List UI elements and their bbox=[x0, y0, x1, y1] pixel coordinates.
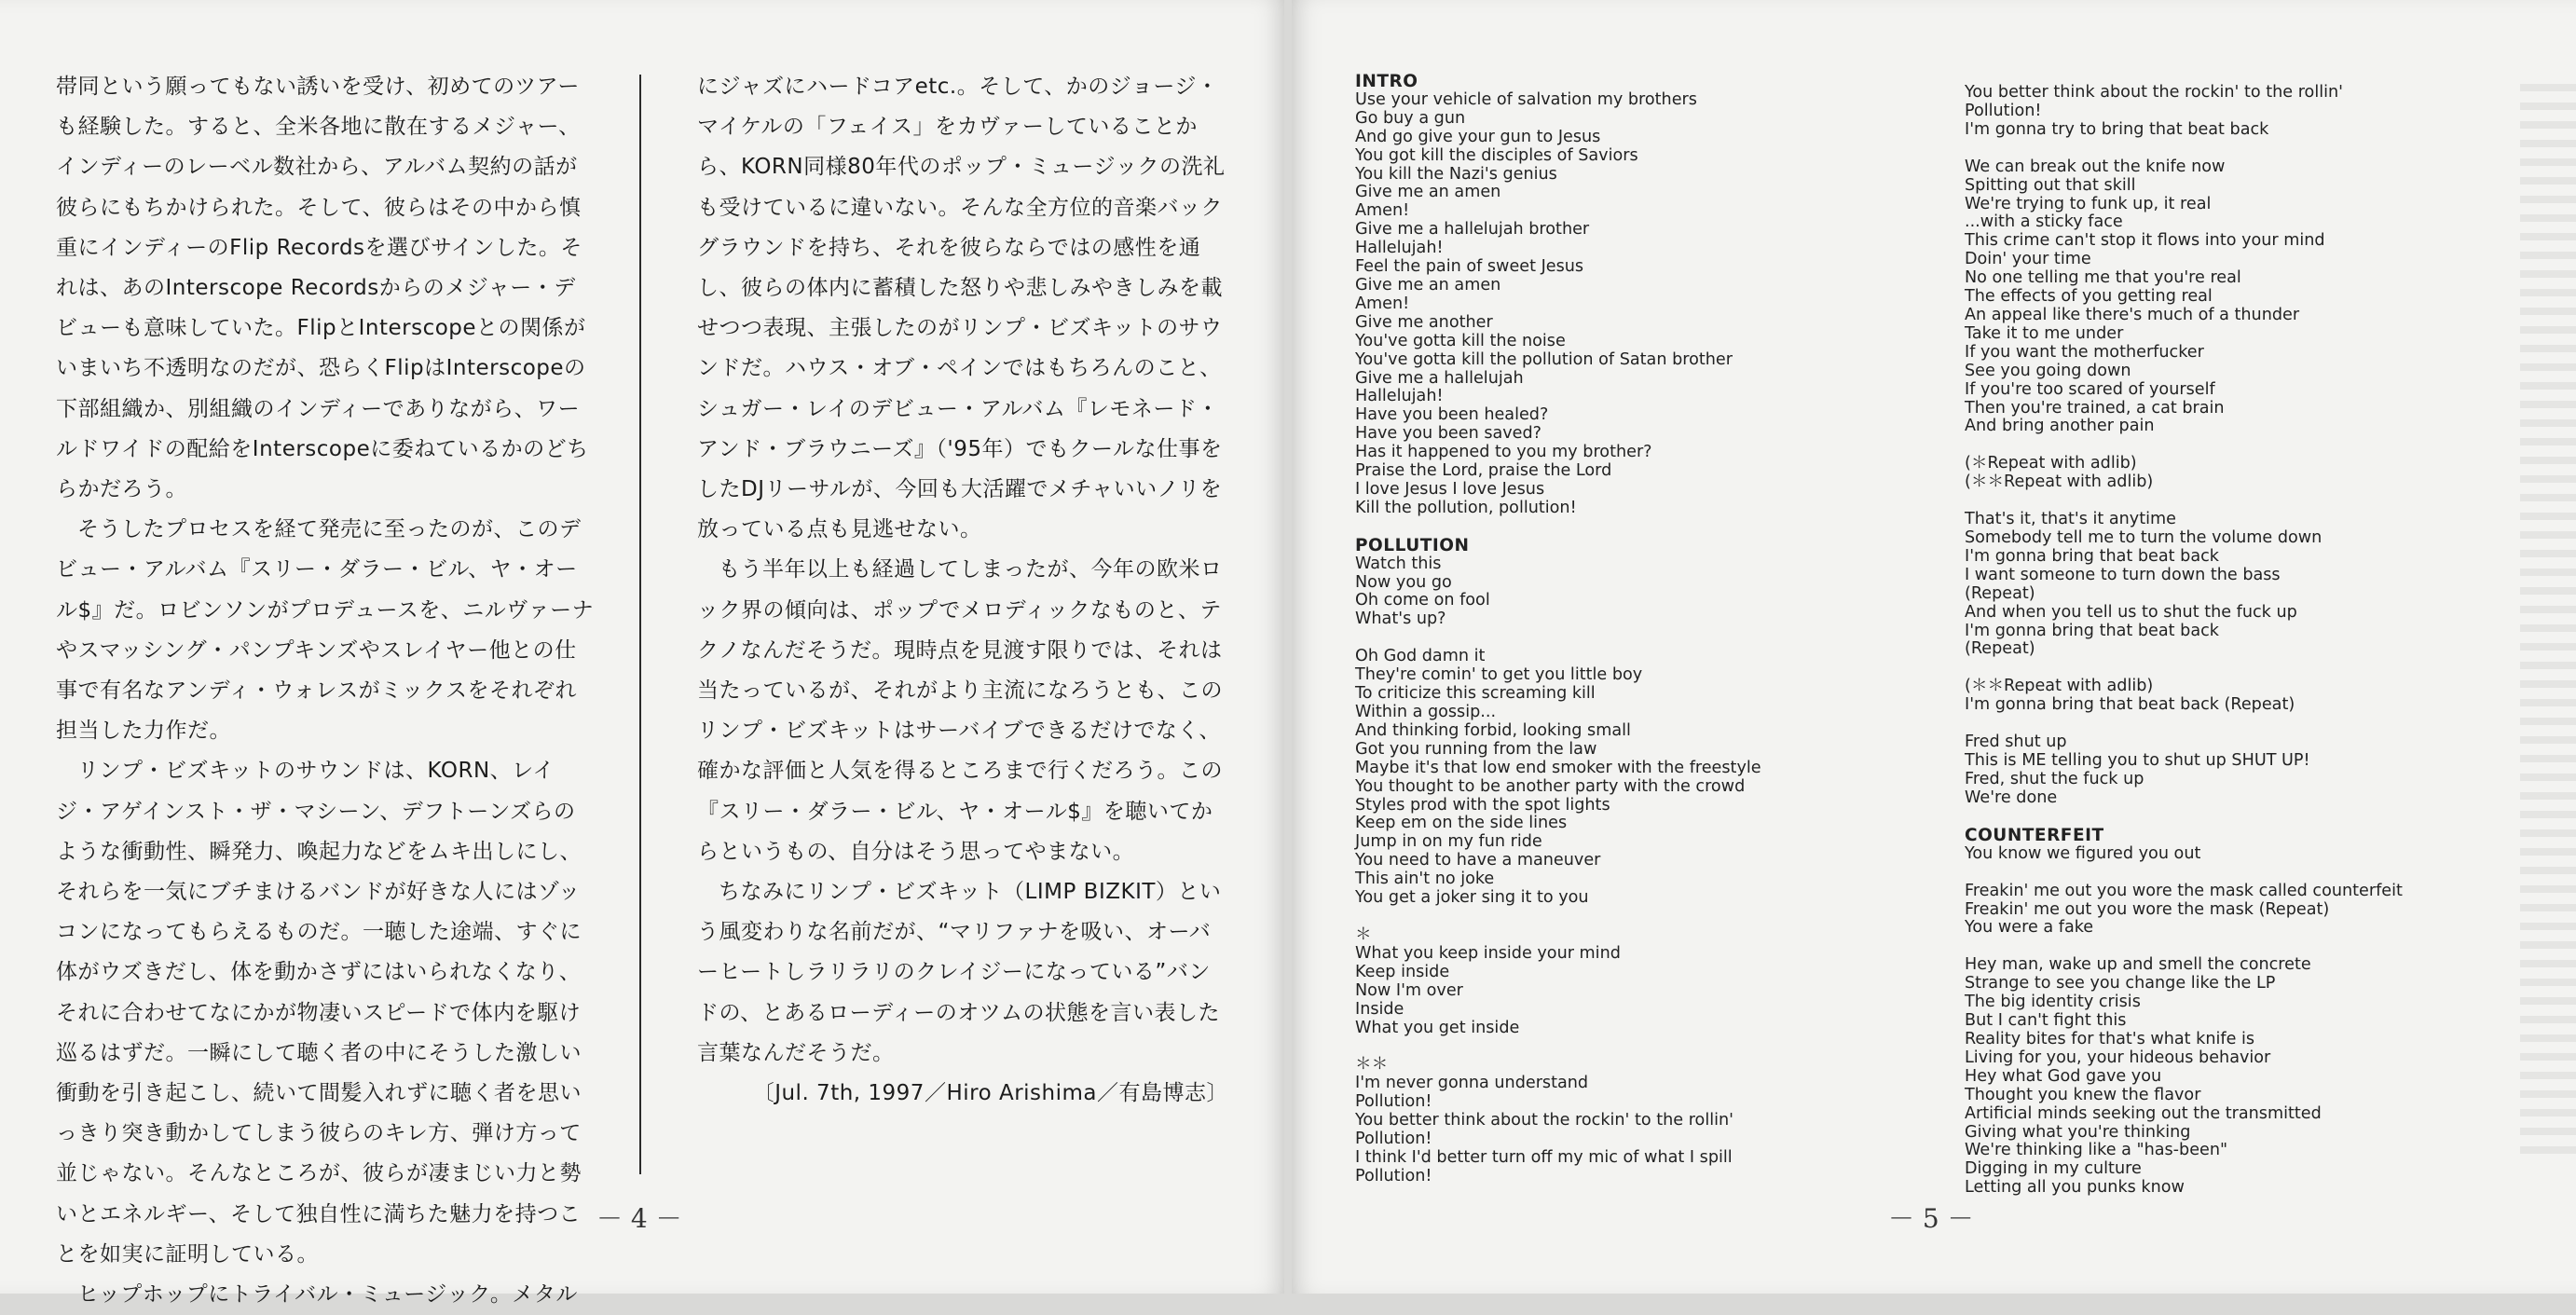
lyric-line: Giving what you're thinking bbox=[1965, 1122, 2191, 1142]
song-title: POLLUTION bbox=[1355, 535, 1470, 555]
lyric-line: Jump in on my fun ride bbox=[1355, 832, 1542, 852]
lyric-line: Fred, shut the fuck up bbox=[1965, 770, 2144, 788]
paragraph: そうしたプロセスを経て発売に至ったのが、このデビュー・アルバム『スリー・ダラー・ビル、ヤ・オール$』だ。ロビンソンがプロデュースを、ニルヴァーナやスマッシング・パンプキンズやスレイヤー他との仕事で有名なアンディ・ウォレスがミックスをそれぞれ担当した力作だ。 bbox=[56, 517, 595, 744]
lyric-line: Now you go bbox=[1355, 572, 1452, 592]
right-page bbox=[1292, 0, 2576, 1294]
lyric-line: Have you been healed? bbox=[1355, 405, 1549, 425]
lyric-line: (Repeat) bbox=[1965, 583, 2035, 603]
lyric-line: This crime can't stop it flows into your mind bbox=[1965, 231, 2325, 251]
paragraph: リンプ・ビズキットのサウンドは、KORN、レイジ・アゲインスト・ザ・マシーン、デフトーンズらのような衝動性、瞬発力、喚起力などをムキ出しにし、それらを一気にブチまけるバンドが好きな人にはゾッコンになってもらえるものだ。一聴した途端、すぐに体がウズきだし、体を動かさずにはいられなくなり、それに合わせてなにかが物凄いスピードで体内を駆け巡るはずだ。一瞬にして聴く者の中にそうした激しい衝動を引き起こし、続いて間髪入れずに聴く者を思いっきり突き動かしてしまう彼らのキレ方、弾け方って並じゃない。そんなところが、彼らが凄まじい力と勢いとエネルギー、そして独自性に満ちた魅力を持つことを如実に証明している。 bbox=[56, 759, 582, 1267]
bleed-through-edge bbox=[2520, 84, 2576, 1156]
lyric-line: Give me a hallelujah bbox=[1355, 368, 1524, 388]
lyrics-column-a bbox=[1355, 73, 1840, 1186]
left-column-2 bbox=[697, 67, 1228, 1114]
stanza-gap bbox=[1965, 140, 2487, 158]
signature: 〔Jul. 7th, 1997／Hiro Arishima／有島博志〕 bbox=[752, 1081, 1228, 1106]
lyric-line: I want someone to turn down the bass bbox=[1965, 565, 2281, 584]
lyric-line: Living for you, your hideous behavior bbox=[1965, 1048, 2271, 1067]
lyric-line: Hey man, wake up and smell the concrete bbox=[1965, 955, 2311, 975]
lyric-line: Praise the Lord, praise the Lord bbox=[1355, 461, 1612, 481]
stanza-gap bbox=[1355, 1037, 1840, 1056]
lyric-line: What you get inside bbox=[1355, 1018, 1520, 1037]
lyric-line: Give me an amen bbox=[1355, 183, 1501, 202]
lyric-line: We're trying to funk up, it real bbox=[1965, 194, 2212, 213]
lyric-line: If you want the motherfucker bbox=[1965, 342, 2204, 362]
stanza-gap bbox=[1355, 629, 1840, 648]
stanza-gap bbox=[1965, 864, 2487, 883]
column-divider bbox=[639, 75, 641, 1174]
lyric-line: Pollution! bbox=[1355, 1130, 1432, 1149]
lyric-line: See you going down bbox=[1965, 361, 2131, 380]
lyric-line: You got kill the disciples of Saviors bbox=[1355, 145, 1638, 165]
lyric-line: Reality bites for that's what knife is bbox=[1965, 1029, 2255, 1048]
lyric-line: But I can't fight this bbox=[1965, 1011, 2127, 1031]
stanza-gap bbox=[1965, 436, 2487, 455]
lyric-line: An appeal like there's much of a thunder bbox=[1965, 305, 2300, 324]
stanza-gap bbox=[1965, 808, 2487, 827]
lyric-line: Keep em on the side lines bbox=[1355, 814, 1568, 833]
paragraph: ちなみにリンプ・ビズキット（LIMP BIZKIT）という風変わりな名前だが、“マリファナを吸い、オーバーヒートしラリラリのクレイジーになっている”バンドの、とあるローディーのオツムの状態を言い表した言葉なんだそうだ。 bbox=[697, 880, 1222, 1065]
lyric-line: Go buy a gun bbox=[1355, 108, 1466, 128]
lyric-line: Hallelujah! bbox=[1355, 239, 1444, 258]
lyric-line: Thought you knew the flavor bbox=[1965, 1085, 2201, 1104]
lyric-line: Amen! bbox=[1355, 201, 1410, 221]
lyric-line: Styles prod with the spot lights bbox=[1355, 795, 1610, 815]
lyric-line: Got you running from the law bbox=[1355, 739, 1597, 759]
lyric-line: I love Jesus I love Jesus bbox=[1355, 479, 1545, 499]
song-title: COUNTERFEIT bbox=[1965, 825, 2104, 845]
lyric-line: And go give your gun to Jesus bbox=[1355, 127, 1601, 146]
lyric-line: We can break out the knife now bbox=[1965, 157, 2226, 176]
lyric-line: Give me an amen bbox=[1355, 275, 1501, 295]
stanza-gap bbox=[1965, 715, 2487, 733]
lyric-line: I'm gonna try to bring that beat back bbox=[1965, 119, 2269, 139]
lyric-line: You were a fake bbox=[1965, 918, 2094, 938]
lyric-line: Within a gossip... bbox=[1355, 703, 1497, 721]
lyric-line: Has it happened to you my brother? bbox=[1355, 443, 1652, 462]
paragraph: もう半年以上も経過してしまったが、今年の欧米ロック界の傾向は、ポップでメロディックなものと、テクノなんだそうだ。現時点を見渡す限りでは、それは当たっているが、それがより主流になろうとも、このリンプ・ビズキットはサーバイブできるだけでなく、確かな評価と人気を得るところまで行くだろう。この『スリー・ダラー・ビル、ヤ・オール$』を聴いてからというもの、自分はそう思ってやまない。 bbox=[697, 557, 1223, 864]
lyric-line: (Repeat) bbox=[1965, 639, 2035, 659]
stanza-gap bbox=[1965, 938, 2487, 956]
lyric-line: You've gotta kill the pollution of Satan brother bbox=[1355, 349, 1733, 369]
stanza-gap bbox=[1965, 659, 2487, 678]
lyric-line: (＊＊Repeat with adlib) bbox=[1965, 473, 2154, 492]
lyric-line: Pollution! bbox=[1355, 1092, 1432, 1112]
lyric-line: Amen! bbox=[1355, 294, 1410, 313]
lyric-line: I'm gonna bring that beat back bbox=[1965, 546, 2219, 566]
lyric-line: I'm gonna bring that beat back bbox=[1965, 621, 2219, 640]
lyric-line: You've gotta kill the noise bbox=[1355, 331, 1566, 350]
stanza-gap bbox=[1965, 492, 2487, 511]
lyric-line: And thinking forbid, looking small bbox=[1355, 720, 1631, 740]
lyric-line: They're comin' to get you little boy bbox=[1355, 665, 1643, 685]
lyric-line: Letting all you punks know bbox=[1965, 1178, 2185, 1198]
lyric-line: To criticize this screaming kill bbox=[1355, 684, 1596, 704]
paragraph: にジャズにハードコアetc.。そして、かのジョージ・マイケルの「フェイス」をカヴァーしていることから、KORN同様80年代のポップ・ミュージックの洗礼も受けているに違いない。そんな全方位的音楽バックグラウンドを持ち、それを彼らならではの感性を通し、彼らの体内に蓄積した怒りや悲しみやきしみを載せつつ表現、主張したのがリンプ・ビズキットのサウンドだ。ハウス・オブ・ペインではもちろんのこと、シュガー・レイのデビュー・アルバム『レモネード・アンド・ブラウニーズ』（'95年）でもクールな仕事をしたDJリーサルが、今回も大活躍でメチャいいノリを放っている点も見逃せない。 bbox=[697, 75, 1226, 542]
lyric-line: Keep inside bbox=[1355, 962, 1450, 981]
paragraph: ヒップホップにトライバル・ミュージック。メタル bbox=[77, 1282, 578, 1308]
lyric-line: We're done bbox=[1965, 788, 2058, 807]
lyric-line: Then you're trained, a cat brain bbox=[1965, 398, 2225, 418]
lyric-line: Somebody tell me to turn the volume down bbox=[1965, 528, 2323, 548]
lyric-line: You better think about the rockin' to the rollin' bbox=[1965, 83, 2343, 102]
lyric-line: The effects of you getting real bbox=[1965, 287, 2213, 307]
lyric-line: Inside bbox=[1355, 999, 1404, 1019]
lyric-line: The big identity crisis bbox=[1965, 993, 2141, 1012]
lyric-line: You better think about the rockin' to the rollin' bbox=[1355, 1111, 1733, 1130]
lyric-line: Give me another bbox=[1355, 312, 1493, 332]
lyric-line: Digging in my culture bbox=[1965, 1159, 2142, 1179]
lyric-line: Oh God damn it bbox=[1355, 647, 1486, 666]
lyric-line: Artificial minds seeking out the transmitted bbox=[1965, 1103, 2322, 1123]
lyric-line: Hey what God gave you bbox=[1965, 1066, 2162, 1086]
lyric-line: Strange to see you change like the LP bbox=[1965, 974, 2276, 993]
lyric-line: Freakin' me out you wore the mask called counterfeit bbox=[1965, 881, 2403, 900]
lyric-line: And when you tell us to shut the fuck up bbox=[1965, 602, 2297, 622]
lyric-line: You get a joker sing it to you bbox=[1355, 888, 1589, 908]
lyric-line: Spitting out that skill bbox=[1965, 175, 2136, 195]
lyric-line: Pollution! bbox=[1965, 101, 2042, 120]
page-number-left: － 4 － bbox=[596, 1203, 682, 1234]
lyric-line: (＊Repeat with adlib) bbox=[1965, 454, 2137, 473]
lyric-line: This is ME telling you to shut up SHUT UP! bbox=[1965, 751, 2310, 771]
left-page bbox=[0, 0, 1284, 1308]
lyric-line: You thought to be another party with the crowd bbox=[1355, 776, 1746, 796]
lyric-line: Take it to me under bbox=[1965, 323, 2124, 343]
lyric-line: Give me a hallelujah brother bbox=[1355, 220, 1590, 240]
page-number-right: － 5 － bbox=[1888, 1203, 1974, 1234]
lyric-line: Fred shut up bbox=[1965, 733, 2067, 752]
song-title: INTRO bbox=[1355, 72, 1418, 91]
lyric-line: Use your vehicle of salvation my brothers bbox=[1355, 89, 1697, 109]
lyric-line: Kill the pollution, pollution! bbox=[1355, 498, 1577, 517]
lyric-line: Maybe it's that low end smoker with the freestyle bbox=[1355, 758, 1761, 777]
lyric-line: (＊＊Repeat with adlib) bbox=[1965, 677, 2154, 696]
lyric-line: You know we figured you out bbox=[1965, 843, 2201, 863]
lyric-line: What's up? bbox=[1355, 610, 1446, 629]
lyric-line: Oh come on fool bbox=[1355, 591, 1490, 610]
paragraph: 帯同という願ってもない誘いを受け、初めてのツアーも経験した。すると、全米各地に散在するメジャー、インディーのレーベル数社から、アルバム契約の話が彼らにもちかけられた。そして、彼らはその中から慎重にインディーのFlip Recordsを選びサインした。それは、あのInterscope Recordsからのメジャー・デビューも意味していた。FlipとInterscopeとの関係がいまいち不透明なのだが、恐らくFlipはInterscopeの下部組織か、別組織のインディーでありながら、ワールドワイドの配給をInterscopeに委ねているかのどちらかだろう。 bbox=[56, 75, 589, 502]
lyric-line: Feel the pain of sweet Jesus bbox=[1355, 257, 1584, 277]
lyric-line: I'm never gonna understand bbox=[1355, 1074, 1589, 1093]
lyric-line: Watch this bbox=[1355, 554, 1442, 573]
lyric-line: You need to have a maneuver bbox=[1355, 851, 1601, 870]
lyric-line: I'm gonna bring that beat back (Repeat) bbox=[1965, 695, 2295, 715]
lyric-line: ...with a sticky face bbox=[1965, 212, 2123, 232]
lyric-line: Now I'm over bbox=[1355, 980, 1463, 1000]
lyric-line: And bring another pain bbox=[1965, 417, 2155, 436]
lyric-line: You kill the Nazi's genius bbox=[1355, 164, 1557, 184]
lyric-line: Doin' your time bbox=[1965, 250, 2091, 269]
lyric-line: Freakin' me out you wore the mask (Repeat) bbox=[1965, 899, 2330, 919]
lyric-line: If you're too scared of yourself bbox=[1965, 379, 2215, 399]
lyric-line: This ain't no joke bbox=[1355, 870, 1495, 889]
lyric-line: ＊ bbox=[1355, 925, 1372, 944]
lyric-line: Have you been saved? bbox=[1355, 424, 1542, 444]
lyric-line: What you keep inside your mind bbox=[1355, 943, 1621, 963]
lyrics-column-b bbox=[1965, 84, 2487, 1198]
lyric-line: That's it, that's it anytime bbox=[1965, 510, 2176, 529]
left-column-1 bbox=[56, 67, 596, 1315]
lyric-line: Pollution! bbox=[1355, 1166, 1432, 1185]
lyric-line: We're thinking like a "has-been" bbox=[1965, 1141, 2228, 1160]
lyric-line: Hallelujah! bbox=[1355, 387, 1444, 406]
lyric-line: No one telling me that you're real bbox=[1965, 268, 2241, 288]
lyric-line: ＊＊ bbox=[1355, 1055, 1389, 1075]
stanza-gap bbox=[1355, 908, 1840, 926]
lyric-line: I think I'd better turn off my mic of what I spill bbox=[1355, 1147, 1733, 1167]
stanza-gap bbox=[1355, 518, 1840, 537]
